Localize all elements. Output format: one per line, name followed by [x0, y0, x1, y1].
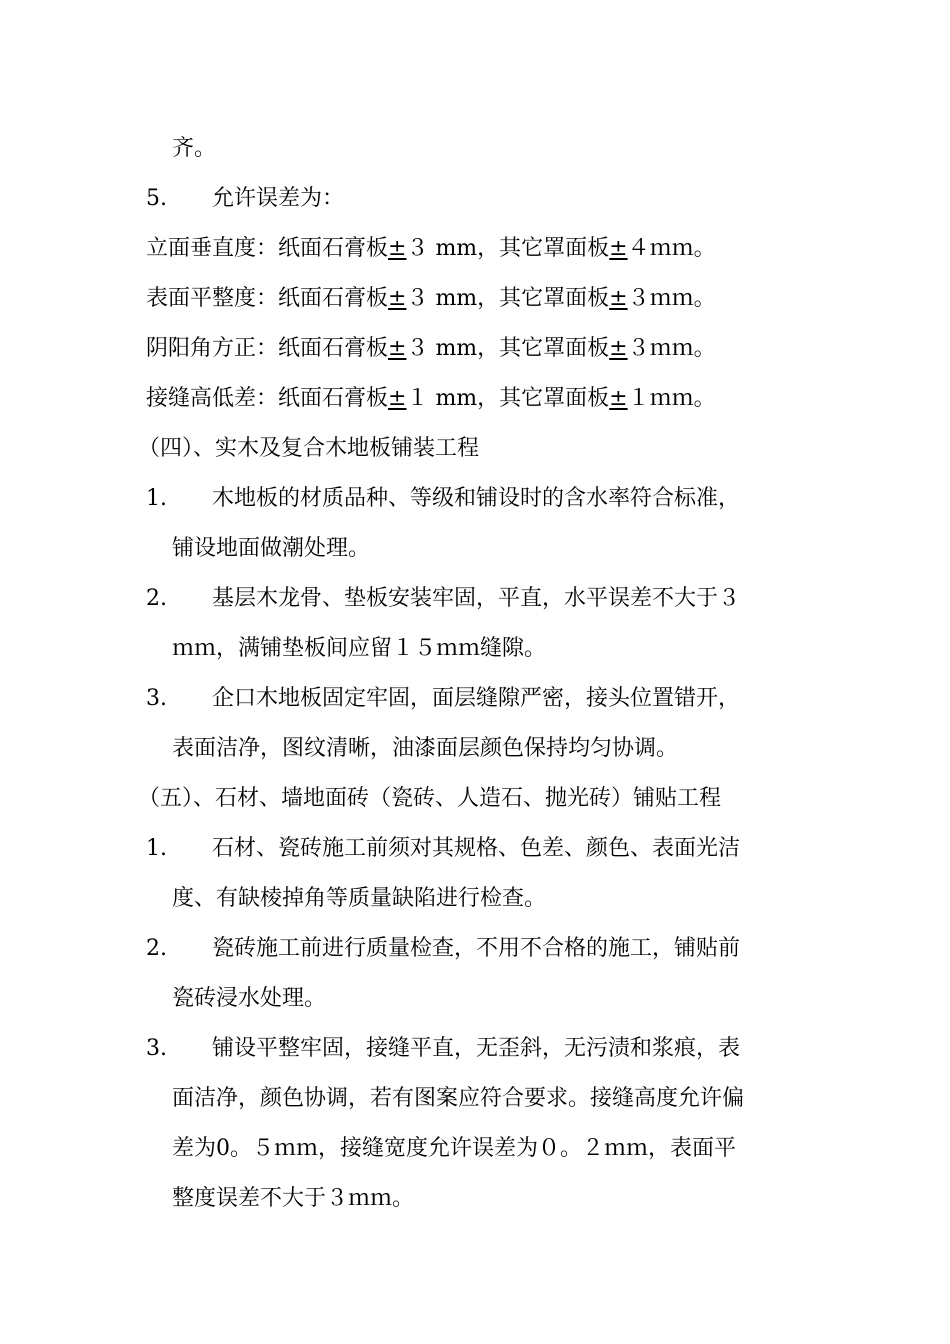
list-text-continued: 铺设地面做潮处理。 — [172, 536, 371, 561]
paragraph-line: 齐。 — [172, 136, 217, 161]
list-item — [0, 934, 950, 964]
tolerance-label: 阴阳角方正：纸面石膏板 — [146, 336, 389, 361]
list-text-continued: 整度误差不大于３ｍｍ。 — [172, 1186, 415, 1211]
list-number: 2. — [146, 936, 167, 961]
list-number: 2. — [146, 586, 167, 611]
plus-minus-sign: ± — [609, 386, 628, 411]
list-item — [0, 684, 950, 714]
plus-minus-sign: ± — [388, 336, 407, 361]
list-text-continued: 差为0。５ｍｍ，接缝宽度允许误差为０。２ｍｍ，表面平 — [172, 1136, 736, 1161]
list-number: 1. — [146, 836, 167, 861]
tolerance-value: ４ｍｍ。 — [627, 236, 716, 261]
plus-minus-sign: ± — [609, 336, 628, 361]
list-text-continued: 度、有缺棱掉角等质量缺陷进行检查。 — [172, 886, 547, 911]
list-text: 企口木地板固定牢固，面层缝隙严密，接头位置错开， — [212, 686, 741, 711]
list-item-5 — [0, 184, 950, 214]
tolerance-value: ３ mm，其它罩面板 — [406, 336, 610, 361]
tolerance-line-corner — [146, 334, 716, 364]
tolerance-value: ３ｍｍ。 — [627, 286, 716, 311]
tolerance-line-joint — [146, 384, 716, 414]
plus-minus-sign: ± — [388, 286, 407, 311]
plus-minus-sign: ± — [609, 286, 628, 311]
list-text-continued: 瓷砖浸水处理。 — [172, 986, 327, 1011]
plus-minus-sign: ± — [388, 236, 407, 261]
list-item — [0, 484, 950, 514]
list-text-continued: 表面洁净，图纹清晰，油漆面层颜色保持均匀协调。 — [172, 736, 679, 761]
list-text-continued: 面洁净，颜色协调，若有图案应符合要求。接缝高度允许偏 — [172, 1086, 745, 1111]
section-heading-4: （四）、实木及复合木地板铺装工程 — [138, 436, 480, 461]
tolerance-value: ３ｍｍ。 — [627, 336, 716, 361]
tolerance-value: １ mm，其它罩面板 — [406, 386, 610, 411]
tolerance-line-flatness — [146, 284, 716, 314]
list-text: 基层木龙骨、垫板安装牢固，平直，水平误差不大于３ — [212, 586, 741, 611]
list-number: 3. — [146, 686, 167, 711]
list-text-continued: ｍｍ，满铺垫板间应留１５ｍｍ缝隙。 — [172, 636, 547, 661]
list-text: 瓷砖施工前进行质量检查，不用不合格的施工，铺贴前 — [212, 936, 741, 961]
tolerance-label: 立面垂直度：纸面石膏板 — [146, 236, 389, 261]
list-item — [0, 834, 950, 864]
tolerance-value: ３ mm，其它罩面板 — [406, 286, 610, 311]
tolerance-label: 表面平整度：纸面石膏板 — [146, 286, 389, 311]
tolerance-value: ３ mm，其它罩面板 — [406, 236, 610, 261]
list-number: 3. — [146, 1036, 167, 1061]
plus-minus-sign: ± — [388, 386, 407, 411]
list-text: 石材、瓷砖施工前须对其规格、色差、颜色、表面光洁 — [212, 836, 741, 861]
list-text: 允许误差为： — [212, 186, 345, 211]
tolerance-label: 接缝高低差：纸面石膏板 — [146, 386, 389, 411]
plus-minus-sign: ± — [609, 236, 628, 261]
section-heading-5: （五）、石材、墙地面砖（瓷砖、人造石、抛光砖）铺贴工程 — [138, 786, 722, 811]
list-text: 铺设平整牢固，接缝平直，无歪斜，无污渍和浆痕，表 — [212, 1036, 741, 1061]
list-item — [0, 584, 950, 614]
tolerance-line-vertical — [146, 234, 716, 264]
list-number: 1. — [146, 486, 167, 511]
list-item — [0, 1034, 950, 1064]
tolerance-value: １ｍｍ。 — [627, 386, 716, 411]
list-text: 木地板的材质品种、等级和铺设时的含水率符合标准， — [212, 486, 741, 511]
list-number: 5. — [146, 186, 167, 211]
